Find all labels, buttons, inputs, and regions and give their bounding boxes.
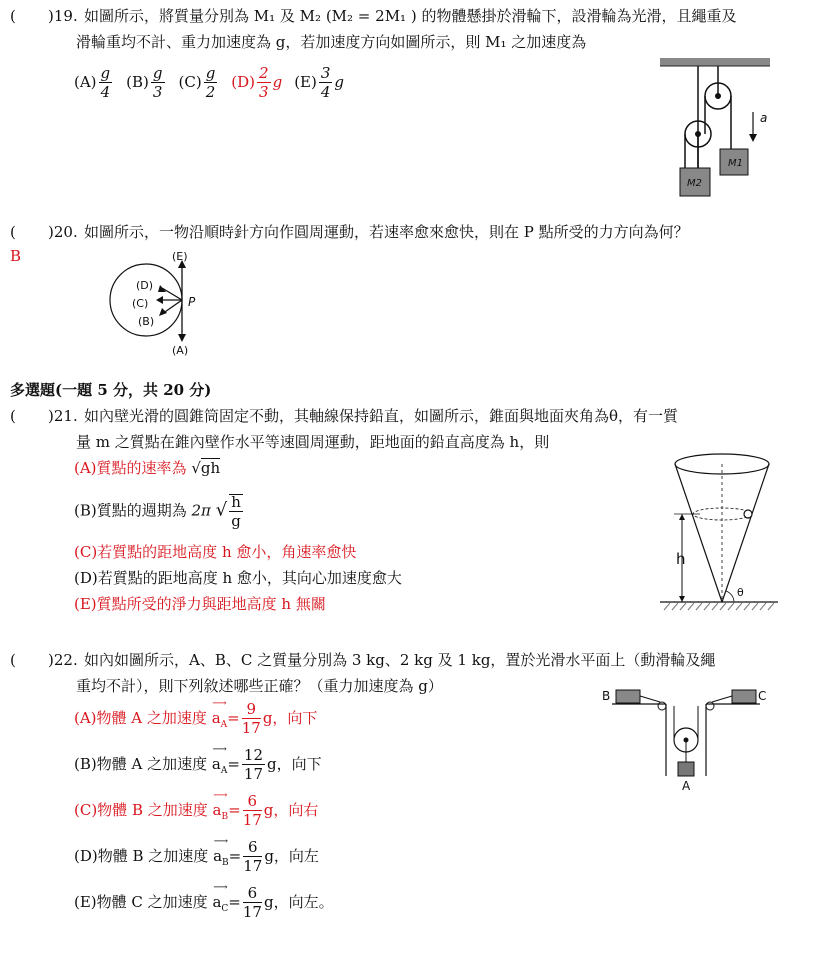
q21-option-e: (E)質點所受的淨力與距地高度 h 無關 bbox=[74, 595, 326, 613]
q22-option-post: g，向左。 bbox=[263, 893, 334, 911]
q20-fig-label-c: (C) bbox=[132, 297, 149, 310]
q19-option-label: (D) bbox=[231, 73, 256, 91]
q19-fig-accel-label: a bbox=[760, 111, 768, 125]
q22-text-line2: 重均不計），則下列敘述哪些正確？（重力加速度為 g） bbox=[76, 677, 443, 695]
q22-option-post: g，向左 bbox=[264, 847, 319, 865]
q21-text-line2: 量 m 之質點在錐內壁作水平等速圓周運動，距地面的鉛直高度為 h，則 bbox=[76, 433, 550, 451]
q20-answer: B bbox=[10, 247, 22, 265]
q22-option-vector: a bbox=[212, 801, 222, 819]
q20-fig-label-a: (A) bbox=[172, 344, 189, 357]
q22-option-text: (B)物體 A 之加速度 bbox=[74, 755, 208, 773]
q22-option-post: g，向下 bbox=[267, 755, 322, 773]
q22-option-vector: a bbox=[211, 755, 221, 773]
q20-fig-label-b: (B) bbox=[138, 315, 155, 328]
q22-option-vector: a bbox=[211, 709, 221, 727]
q22-option-vector: a bbox=[213, 847, 223, 865]
q19-options bbox=[74, 66, 356, 100]
q19-option-c bbox=[178, 64, 220, 101]
q22-option-e: (E)物體 C 之加速度 ⟶ $a_C=$ $\frac{6}{17}$ g，向左。 bbox=[74, 882, 334, 921]
q21-option-b-text: (B)質點的週期為 bbox=[74, 501, 187, 520]
q21-option-a: (A)質點的速率為 √gh bbox=[74, 459, 221, 477]
q19-option-e bbox=[294, 64, 344, 101]
q19-option-d bbox=[231, 64, 283, 101]
q19-option-num: g bbox=[100, 64, 111, 82]
q19-option-den: 3 bbox=[152, 83, 163, 101]
q20-fig-label-p: P bbox=[188, 295, 196, 309]
q19-option-b bbox=[126, 64, 166, 101]
q19-option-den: 4 bbox=[320, 83, 331, 101]
q21-option-d: (D)若質點的距地高度 h 愈小，其向心加速度愈大 bbox=[74, 569, 402, 587]
q19-option-num: g bbox=[205, 64, 216, 82]
q22-option-post: g，向下 bbox=[262, 709, 318, 727]
q22-option-num: 9 bbox=[242, 702, 261, 719]
q21-option-b-coef: 2π bbox=[191, 501, 211, 520]
q21-option-a-text: (A)質點的速率為 bbox=[74, 459, 187, 477]
q21-option-c: (C)若質點的距地高度 h 愈小，角速率愈快 bbox=[74, 543, 357, 561]
q19-option-den: 2 bbox=[205, 83, 216, 101]
q21-option-a-radicand: gh bbox=[200, 459, 221, 477]
q21-option-b-den: g bbox=[231, 512, 241, 530]
q19-option-den: 4 bbox=[100, 83, 111, 101]
section-heading: 多選題(一題 5 分，共 20 分) bbox=[10, 381, 212, 399]
q19-text-line2: 滑輪重均不計、重力加速度為 g，若加速度方向如圖所示，則 M₁ 之加速度為 bbox=[76, 33, 587, 51]
q19-number: )19. bbox=[48, 7, 78, 25]
q20-circle-figure bbox=[100, 250, 210, 362]
q22-option-d: (D)物體 B 之加速度 ⟶ $a_B=$ $\frac{6}{17}$ g，向左 bbox=[74, 836, 319, 875]
q22-option-subscript: B bbox=[221, 812, 229, 822]
q20-fig-label-e: (E) bbox=[172, 250, 188, 263]
q22-option-a: (A)物體 A 之加速度 ⟶ $a_A=$ $\frac{9}{17}$ g，向下 bbox=[74, 698, 318, 737]
q22-option-den: 17 bbox=[243, 765, 264, 783]
q21-fig-theta-label: θ bbox=[737, 586, 744, 599]
q19-option-label: (B) bbox=[126, 73, 149, 91]
q20-text: 如圖所示，一物沿順時針方向作圓周運動，若速率愈來愈快，則在 P 點所受的力方向為何？ bbox=[84, 223, 689, 241]
q22-option-vector: a bbox=[212, 893, 222, 911]
q19-option-num: g bbox=[152, 64, 163, 82]
q22-option-num: 6 bbox=[243, 886, 262, 903]
q19-option-num: 2 bbox=[259, 64, 269, 82]
q22-answer-paren: ( bbox=[10, 651, 16, 669]
q19-option-a bbox=[74, 64, 114, 101]
q21-fig-h-label: h bbox=[676, 550, 686, 568]
q19-fig-m1-label: M1 bbox=[728, 158, 743, 169]
q21-option-b: (B)質點的週期為 2π √ $\frac{h}{g}$ bbox=[74, 493, 241, 530]
q22-fig-label-a: A bbox=[682, 779, 691, 793]
q19-option-label: (E) bbox=[294, 73, 317, 91]
q21-answer-paren: ( bbox=[10, 407, 16, 425]
q22-option-text: (D)物體 B 之加速度 bbox=[74, 847, 209, 865]
q19-option-num: 3 bbox=[320, 64, 331, 82]
q19-option-label: (C) bbox=[178, 73, 202, 91]
q21-cone-figure bbox=[660, 448, 780, 614]
q22-option-text: (C)物體 B 之加速度 bbox=[74, 801, 208, 819]
q22-option-subscript: A bbox=[220, 720, 228, 730]
q22-option-num: 6 bbox=[243, 794, 262, 811]
q22-option-subscript: B bbox=[222, 858, 229, 868]
q22-text-line1: 如內如圖所示，A、B、C 之質量分別為 3 kg、2 kg 及 1 kg，置於光滑水平面上（動滑輪及繩 bbox=[84, 651, 716, 669]
q21-text-line1: 如內壁光滑的圓錐筒固定不動，其軸線保持鉛直，如圖所示，錐面與地面夾角為θ，有一質 bbox=[84, 407, 679, 425]
q20-fig-label-d: (D) bbox=[136, 279, 154, 292]
q19-option-suffix: g bbox=[334, 73, 344, 91]
q22-option-b: (B)物體 A 之加速度 ⟶ $a_A=$ $\frac{12}{17}$ g，向下 bbox=[74, 744, 322, 783]
q22-option-post: g，向右 bbox=[263, 801, 319, 819]
q21-number: )21. bbox=[48, 407, 78, 425]
q20-number: )20. bbox=[48, 223, 78, 241]
q22-option-subscript: C bbox=[221, 904, 229, 914]
q22-fig-label-c: C bbox=[758, 689, 767, 703]
q22-number: )22. bbox=[48, 651, 78, 669]
q22-option-text: (A)物體 A 之加速度 bbox=[74, 709, 207, 727]
q22-option-subscript: A bbox=[220, 766, 228, 776]
q19-answer-paren: ( bbox=[10, 7, 16, 25]
q20-answer-paren: ( bbox=[10, 223, 16, 241]
q22-option-text: (E)物體 C 之加速度 bbox=[74, 893, 208, 911]
q19-pulley-figure bbox=[656, 56, 776, 200]
q19-text-line1: 如圖所示，將質量分別為 M₁ 及 M₂ (M₂ = 2M₁ ) 的物體懸掛於滑輪下，設滑輪為光滑，且繩重及 bbox=[84, 7, 737, 25]
q22-option-den: 17 bbox=[243, 857, 263, 875]
q22-option-c: (C)物體 B 之加速度 ⟶ $a_B=$ $\frac{6}{17}$ g，向右 bbox=[74, 790, 319, 829]
q22-option-num: 12 bbox=[243, 746, 264, 764]
q22-option-den: 17 bbox=[242, 811, 262, 829]
q19-fig-m2-label: M2 bbox=[687, 178, 702, 189]
q22-pulley-figure bbox=[598, 684, 774, 796]
q22-option-num: 6 bbox=[243, 840, 262, 857]
q21-option-b-num: h bbox=[231, 493, 241, 511]
q19-option-label: (A) bbox=[74, 73, 97, 91]
q19-option-den: 3 bbox=[259, 83, 269, 101]
q19-option-suffix: g bbox=[272, 73, 283, 91]
q22-option-den: 17 bbox=[242, 903, 262, 921]
q22-fig-label-b: B bbox=[602, 689, 611, 703]
q22-option-den: 17 bbox=[241, 719, 261, 737]
